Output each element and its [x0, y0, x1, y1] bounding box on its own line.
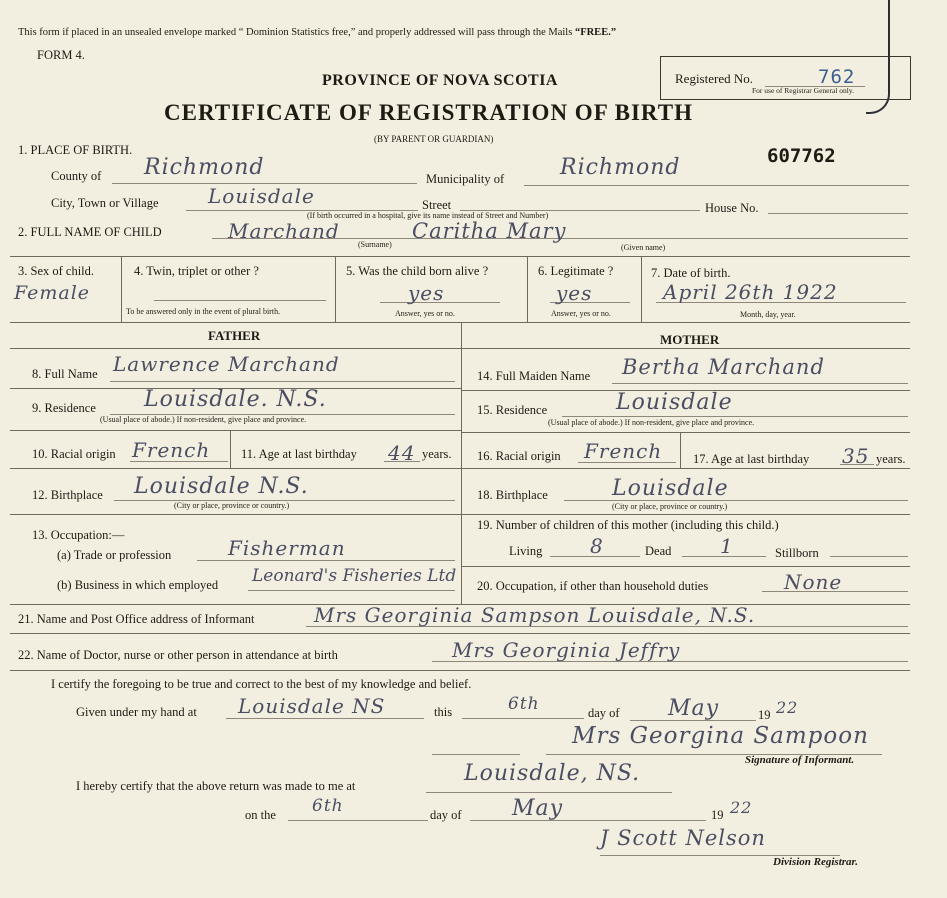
mother-residence-note: (Usual place of abode.) If non-resident, give place and province.	[548, 418, 755, 427]
father-birthplace: Louisdale N.S.	[134, 474, 309, 499]
dob-note: Month, day, year.	[740, 310, 796, 319]
mother-birthplace: Louisdale	[612, 476, 729, 501]
given-place: Louisdale NS	[238, 694, 386, 718]
mother-residence-label: 15. Residence	[477, 403, 548, 417]
province-heading: PROVINCE OF NOVA SCOTIA	[322, 72, 558, 89]
child-name-label: 2. FULL NAME OF CHILD	[18, 225, 162, 239]
place-of-birth-label: 1. PLACE OF BIRTH.	[18, 143, 133, 157]
legitimate-label: 6. Legitimate ?	[538, 264, 614, 278]
mother-heading: MOTHER	[660, 332, 720, 347]
registrar-signature: J Scott Nelson	[600, 826, 766, 850]
given-day-of-label: day of	[588, 706, 620, 720]
informant-value: Mrs Georginia Sampson Louisdale, N.S.	[314, 603, 756, 627]
father-years-label: years.	[422, 447, 452, 461]
legitimate-note: Answer, yes or no.	[551, 309, 611, 318]
page-subtitle: (BY PARENT OR GUARDIAN)	[374, 134, 494, 144]
mother-birthplace-note: (City or place, province or country.)	[612, 502, 728, 511]
mother-race-label: 16. Racial origin	[477, 449, 561, 463]
county-label: County of	[51, 169, 102, 183]
given-name-note: (Given name)	[621, 243, 666, 252]
registrar-year-prefix: 19	[711, 808, 724, 822]
living-count: 8	[590, 534, 604, 558]
registrar-statement: I hereby certify that the above return was made to me at	[76, 779, 356, 793]
children-count-label: 19. Number of children of this mother (including this child.)	[477, 518, 779, 532]
county-value: Richmond	[144, 155, 265, 180]
given-label: Given under my hand at	[76, 705, 197, 719]
on-the-label: on the	[245, 808, 276, 822]
mother-residence: Louisdale	[616, 390, 733, 415]
mother-occupation-label: 20. Occupation, if other than household duties	[477, 579, 709, 593]
hospital-note: (If birth occurred in a hospital, give its name instead of Street and Number)	[307, 211, 549, 220]
registered-label: Registered No.	[675, 71, 753, 86]
registrar-day-of-label: day of	[430, 808, 462, 822]
legitimate-value: yes	[556, 281, 593, 305]
father-name: Lawrence Marchand	[113, 352, 340, 376]
registrar-title: Division Registrar.	[773, 856, 858, 868]
mother-name: Bertha Marchand	[622, 355, 825, 379]
born-alive-note: Answer, yes or no.	[395, 309, 455, 318]
free-label: “FREE.”	[574, 27, 617, 38]
given-day: 6th	[508, 694, 540, 714]
father-age-label: 11. Age at last birthday	[241, 447, 357, 461]
given-month: May	[668, 696, 720, 721]
doctor-label: 22. Name of Doctor, nurse or other person in attendance at birth	[18, 648, 338, 662]
stillborn-label: Stillborn	[775, 546, 819, 560]
father-birthplace-note: (City or place, province or country.)	[174, 501, 290, 510]
mother-occupation: None	[784, 570, 843, 594]
living-label: Living	[509, 544, 543, 558]
informant-signature: Mrs Georgina Sampoon	[572, 723, 869, 749]
business-label: (b) Business in which employed	[57, 578, 219, 592]
child-given-name: Caritha Mary	[412, 219, 567, 243]
this-label: this	[434, 705, 453, 719]
city-value: Louisdale	[208, 184, 315, 208]
father-occupation-label: 13. Occupation:—	[32, 528, 125, 542]
father-residence-note: (Usual place of abode.) If non-resident, give place and province.	[100, 415, 307, 424]
twin-note: To be answered only in the event of plural birth.	[126, 307, 281, 316]
given-year: 22	[776, 698, 799, 717]
certify-statement: I certify the foregoing to be true and correct to the best of my knowledge and belief.	[51, 677, 472, 691]
street-label: Street	[422, 198, 452, 212]
father-business: Leonard's Fisheries Ltd	[252, 566, 457, 586]
father-name-label: 8. Full Name	[32, 367, 98, 381]
house-number-label: House No.	[705, 201, 759, 215]
registered-number: 762	[818, 66, 856, 88]
father-race-label: 10. Racial origin	[32, 447, 116, 461]
envelope-note: This form if placed in an unsealed envelope marked “ Dominion Statistics free,” and properly addressed will pass through the Mails “FREE.”	[18, 27, 617, 38]
registrar-place: Louisdale, NS.	[464, 761, 641, 786]
dob-label: 7. Date of birth.	[651, 266, 731, 280]
child-surname: Marchand	[228, 219, 340, 243]
margin-pen-stroke	[866, 0, 890, 114]
doctor-value: Mrs Georginia Jeffry	[452, 638, 681, 662]
mother-age: 35	[842, 444, 870, 468]
informant-label: 21. Name and Post Office address of Informant	[18, 612, 255, 626]
mother-years-label: years.	[876, 452, 906, 466]
dob-value: April 26th 1922	[663, 280, 838, 304]
sex-value: Female	[14, 282, 91, 304]
given-year-prefix: 19	[758, 708, 771, 722]
municipality-value: Richmond	[560, 155, 681, 180]
mother-birthplace-label: 18. Birthplace	[477, 488, 548, 502]
page-title: CERTIFICATE OF REGISTRATION OF BIRTH	[164, 100, 693, 125]
informant-signature-label: Signature of Informant.	[745, 754, 855, 766]
registrar-use-note: For use of Registrar General only.	[752, 86, 854, 95]
father-age: 44	[388, 441, 416, 465]
mother-age-label: 17. Age at last birthday	[693, 452, 810, 466]
father-residence-label: 9. Residence	[32, 401, 96, 415]
father-heading: FATHER	[208, 328, 261, 343]
city-label: City, Town or Village	[51, 196, 159, 210]
surname-note: (Surname)	[358, 240, 392, 249]
trade-label: (a) Trade or profession	[57, 548, 172, 562]
sex-label: 3. Sex of child.	[18, 264, 95, 278]
dead-label: Dead	[645, 544, 672, 558]
mother-race: French	[584, 439, 663, 463]
serial-number: 607762	[767, 145, 836, 167]
born-alive-label: 5. Was the child born alive ?	[346, 264, 489, 278]
registrar-year: 22	[730, 798, 753, 817]
registrar-day: 6th	[312, 796, 344, 816]
father-race: French	[132, 438, 211, 462]
born-alive-value: yes	[408, 281, 445, 305]
registrar-month: May	[512, 796, 564, 821]
form-number: FORM 4.	[37, 48, 85, 62]
municipality-label: Municipality of	[426, 172, 505, 186]
mother-name-label: 14. Full Maiden Name	[477, 369, 591, 383]
twin-label: 4. Twin, triplet or other ?	[134, 264, 259, 278]
father-birthplace-label: 12. Birthplace	[32, 488, 103, 502]
father-trade: Fisherman	[228, 536, 346, 560]
dead-count: 1	[720, 534, 734, 558]
father-residence: Louisdale. N.S.	[144, 387, 327, 412]
